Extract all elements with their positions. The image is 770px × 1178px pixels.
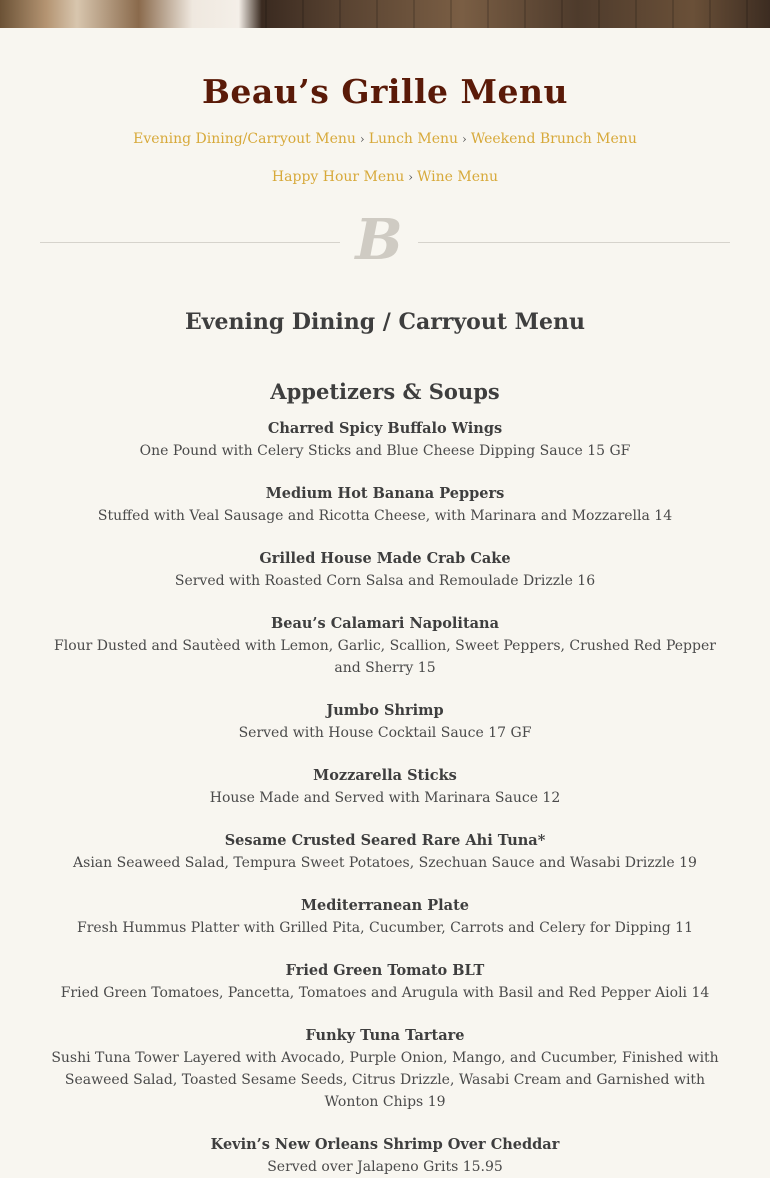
menu-item-description: House Made and Served with Marinara Sauce 12 xyxy=(209,790,561,806)
hero-image-banner xyxy=(0,0,770,28)
menu-item-name: Grilled House Made Crab Cake xyxy=(259,550,511,567)
menu-nav-row-2 xyxy=(0,169,770,185)
menu-item-name: Medium Hot Banana Peppers xyxy=(265,485,505,502)
menu-item-description: Stuffed with Veal Sausage and Ricotta Cheese, with Marinara and Mozzarella 14 xyxy=(97,508,673,524)
menu-item-description: Served with Roasted Corn Salsa and Remoulade Drizzle 16 xyxy=(174,573,596,589)
nav-link-wine[interactable]: Wine Menu xyxy=(417,169,499,185)
menu-item-name: Beau’s Calamari Napolitana xyxy=(271,615,499,632)
menu-item-name: Charred Spicy Buffalo Wings xyxy=(267,420,503,437)
menu-category-heading: Appetizers & Soups xyxy=(270,379,500,404)
brand-monogram-logo: B xyxy=(355,207,403,273)
menu-item xyxy=(0,1134,770,1178)
menu-section-title: Evening Dining / Carryout Menu xyxy=(184,309,586,335)
menu-item xyxy=(0,1025,770,1113)
menu-item xyxy=(0,548,770,592)
menu-item-name: Mediterranean Plate xyxy=(300,897,469,914)
nav-link-weekend-brunch[interactable]: Weekend Brunch Menu xyxy=(470,131,637,147)
menu-item xyxy=(0,418,770,462)
divider-line-left xyxy=(40,242,340,243)
menu-item-description: Sushi Tuna Tower Layered with Avocado, Purple Onion, Mango, and Cucumber, Finished with Seaweed Salad, Toasted Sesame Seeds, Citrus Drizzle, Wasabi Cream and Garnished with Wonton Chips 19 xyxy=(51,1050,719,1110)
nav-separator-icon: › xyxy=(462,132,467,146)
menu-nav-row-1 xyxy=(0,131,770,147)
menu-item-name: Funky Tuna Tartare xyxy=(305,1027,465,1044)
menu-item-name: Mozzarella Sticks xyxy=(313,767,457,784)
nav-link-lunch[interactable]: Lunch Menu xyxy=(368,131,459,147)
menu-item xyxy=(0,960,770,1004)
menu-item-name: Kevin’s New Orleans Shrimp Over Cheddar xyxy=(210,1136,560,1153)
menu-item xyxy=(0,830,770,874)
menu-item-description: Served over Jalapeno Grits 15.95 xyxy=(267,1159,503,1175)
nav-link-happy-hour[interactable]: Happy Hour Menu xyxy=(271,169,405,185)
menu-item-description: One Pound with Celery Sticks and Blue Cheese Dipping Sauce 15 GF xyxy=(139,443,631,459)
menu-item-description: Fresh Hummus Platter with Grilled Pita, Cucumber, Carrots and Celery for Dipping 11 xyxy=(76,920,693,936)
menu-item-description: Fried Green Tomatoes, Pancetta, Tomatoes and Arugula with Basil and Red Pepper Aioli 14 xyxy=(60,985,710,1001)
menu-item xyxy=(0,483,770,527)
menu-item-list xyxy=(0,418,770,1178)
divider-line-right xyxy=(418,242,730,243)
menu-item-name: Jumbo Shrimp xyxy=(326,702,444,719)
menu-item-description: Asian Seaweed Salad, Tempura Sweet Potatoes, Szechuan Sauce and Wasabi Drizzle 19 xyxy=(73,855,697,871)
menu-item xyxy=(0,765,770,809)
menu-item-description: Flour Dusted and Sautèed with Lemon, Garlic, Scallion, Sweet Peppers, Crushed Red Pepper and Sherry 15 xyxy=(54,638,716,676)
section-divider xyxy=(40,207,730,277)
menu-item-name: Sesame Crusted Seared Rare Ahi Tuna* xyxy=(224,832,546,849)
nav-separator-icon: › xyxy=(359,132,365,146)
menu-item xyxy=(0,700,770,744)
menu-item xyxy=(0,613,770,679)
nav-link-evening-dining[interactable]: Evening Dining/Carryout Menu xyxy=(133,131,356,147)
menu-item xyxy=(0,895,770,939)
nav-separator-icon: › xyxy=(408,170,414,184)
menu-item-name: Fried Green Tomato BLT xyxy=(285,962,485,979)
page-title: Beau’s Grille Menu xyxy=(202,72,568,111)
menu-item-description: Served with House Cocktail Sauce 17 GF xyxy=(238,725,532,741)
